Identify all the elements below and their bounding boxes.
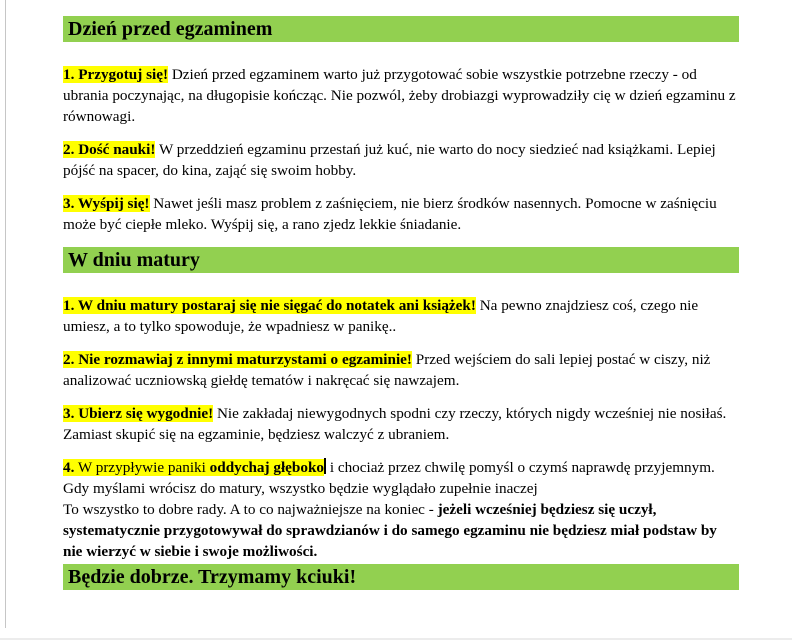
tip-body-text: W przeddzień egzaminu przestań już kuć, nie warto do nocy siedzieć nad książkami. Lepiej pójść na spacer, do kina, zająć się swoim hobby. (63, 141, 716, 179)
tip-lead-highlight: 2. Nie rozmawiaj z innymi maturzystami o egzaminie! (63, 351, 412, 368)
tip-lead-highlight: 3. Ubierz się wygodnie! (63, 405, 214, 422)
tip-mid-highlight: W przypływie paniki (74, 459, 210, 476)
tip-body-text: Nawet jeśli masz problem z zaśnięciem, nie bierz środków nasennych. Pomocne w zaśnięciu może być ciepłe mleko. Wyśpij się, a rano zjedz lekkie śniadanie. (63, 195, 717, 233)
section-header-good-luck: Będzie dobrze. Trzymamy kciuki! (63, 564, 739, 590)
page-edge-line (5, 0, 6, 628)
tip-body-text: i chociaż przez chwilę pomyśl o czymś naprawdę przyjemnym. Gdy myślami wrócisz do matury, wszystko będzie wyglądało zupełnie inaczej (63, 459, 715, 497)
tip-lead-highlight: 1. W dniu matury postaraj się nie sięgać do notatek ani książek! (63, 297, 476, 314)
tip-bold-highlight: oddychaj głęboko (209, 459, 325, 476)
tip-paragraph-no-talking (63, 349, 739, 391)
tip-body-text: Nie zakładaj niewygodnych spodni czy rzeczy, których nigdy wcześniej nie nosiłaś. Zamiast skupić się na egzaminie, będziesz walczyć z ubraniem. (63, 405, 727, 443)
section-header-day-before-exam: Dzień przed egzaminem (63, 16, 739, 42)
tip-lead-highlight: 2. Dość nauki! (63, 141, 156, 158)
tip-paragraph-prepare (63, 64, 739, 127)
tip-lead-highlight: 3. Wyśpij się! (63, 195, 150, 212)
closing-advice-regular: To wszystko to dobre rady. A to co najważniejsze na koniec - (63, 501, 438, 518)
tip-number-highlight: 4. (63, 459, 75, 476)
tip-body-text: Przed wejściem do sali lepiej postać w ciszy, niż analizować uczniowską giełdę tematów i nakręcać się nawzajem. (63, 351, 711, 389)
closing-advice-bold: jeżeli wcześniej będziesz się uczył, systematycznie przygotowywał do sprawdzianów i do samego egzaminu nie będziesz miał podstaw by nie wierzyć w siebie i swoje możliwości. (63, 501, 717, 560)
tip-body-text: Na pewno znajdziesz coś, czego nie umiesz, a to tylko spowoduje, że wpadniesz w panikę.. (63, 297, 699, 335)
tip-paragraph-enough-study (63, 139, 739, 181)
tip-lead-highlight: 1. Przygotuj się! (63, 66, 169, 83)
tip-paragraph-breathe-deeply (63, 457, 739, 562)
tip-paragraph-dress-comfortably (63, 403, 739, 445)
section-header-exam-day: W dniu matury (63, 247, 739, 273)
document-text-area[interactable] (63, 16, 739, 590)
tip-paragraph-no-notes (63, 295, 739, 337)
tip-paragraph-sleep-well (63, 193, 739, 235)
tip-body-text: Dzień przed egzaminem warto już przygotować sobie wszystkie potrzebne rzeczy - od ubrania poczynając, na długopisie kończąc. Nie pozwól, żeby drobiazgi wyprowadziły cię w dzień egzaminu z równowagi. (63, 66, 736, 125)
